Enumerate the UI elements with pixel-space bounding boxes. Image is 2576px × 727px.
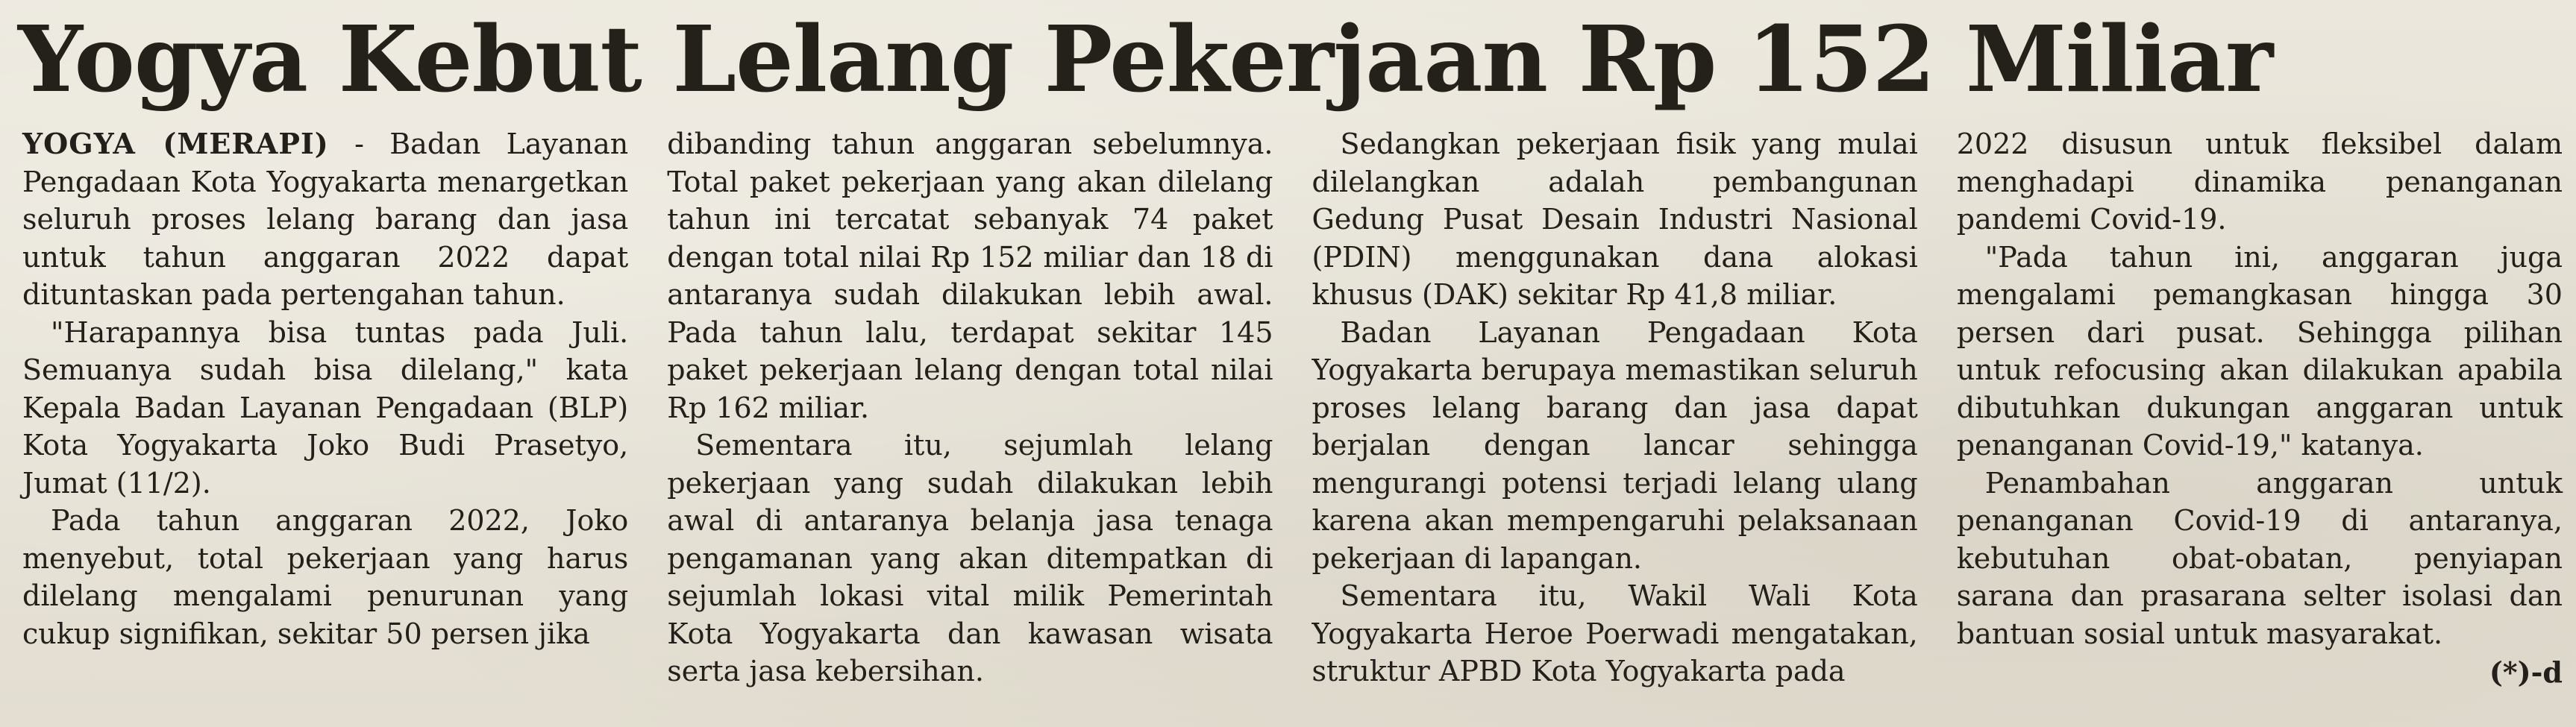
paragraph-text: - Badan Layanan Pengadaan Kota Yogyakarta menargetkan seluruh proses lelang barang dan jasa untuk tahun anggaran 2022 dapat dituntaskan pada pertengahan tahun. [22,128,629,311]
column-4 [1957,125,2563,722]
paragraph [22,125,628,314]
headline: Yogya Kebut Lelang Pekerjaan Rp 152 Miliar [18,5,2273,113]
paragraph: "Harapannya bisa tuntas pada Juli. Semuanya sudah bisa dilelang," kata Kepala Badan Layanan Pengadaan (BLP) Kota Yogyakarta Joko Budi Prasetyo, Jumat (11/2). [22,315,629,500]
paragraph: Penambahan anggaran untuk penanganan Covid-19 di antaranya, kebutuhan obat-obatan, penyiapan sarana dan prasarana selter isolasi dan bantuan sosial untuk masyarakat. [1956,466,2563,650]
paragraph: dibanding tahun anggaran sebelumnya. Total paket pekerjaan yang akan dilelang tahun ini tercatat sebanyak 74 paket dengan total nilai Rp 152 miliar dan 18 di antaranya sudah dilakukan lebih awal. Pada tahun lalu, terdapat sekitar 145 paket pekerjaan lelang dengan total nilai Rp 162 miliar. [667,128,1273,424]
paragraph: Sementara itu, Wakil Wali Kota Yogyakarta Heroe Poerwadi mengatakan, struktur APBD Kota Yogyakarta pada [1311,579,1918,687]
paragraph: Sementara itu, sejumlah lelang pekerjaan yang sudah dilakukan lebih awal di antaranya belanja jasa tenaga pengamanan yang akan ditempatkan di sejumlah lokasi vital milik Pemerintah Kota Yogyakarta dan kawasan wisata serta jasa kebersihan. [667,429,1273,687]
article-body [22,125,2563,722]
column-3 [1312,125,1918,722]
paragraph: "Pada tahun ini, anggaran juga mengalami pemangkasan hingga 30 persen dari pusat. Sehingga pilihan untuk refocusing akan dilakukan apabila dibutuhkan dukungan anggaran untuk penanganan Covid-19," katanya. [1956,240,2563,462]
column-2 [667,125,1273,722]
paragraph: 2022 disusun untuk fleksibel dalam menghadapi dinamika penanganan pandemi Covid-19. [1956,128,2563,236]
author-signoff: (*)-d [2489,655,2563,689]
paragraph: Sedangkan pekerjaan fisik yang mulai dilelangkan adalah pembangunan Gedung Pusat Desain Industri Nasional (PDIN) menggunakan dana alokasi khusus (DAK) sekitar Rp 41,8 miliar. [1311,128,1918,311]
paragraph: Badan Layanan Pengadaan Kota Yogyakarta berupaya memastikan seluruh proses lelang barang dan jasa dapat berjalan dengan lancar sehingga mengurangi potensi terjadi lelang ulang karena akan mempengaruhi pelaksanaan pekerjaan di lapangan. [1311,315,1918,575]
column-1 [22,125,628,722]
paragraph: Pada tahun anggaran 2022, Joko menyebut, total pekerjaan yang harus dilelang mengalami penurunan yang cukup signifikan, sekitar 50 persen jika [22,504,629,650]
dateline: YOGYA (MERAPI) [22,127,329,160]
